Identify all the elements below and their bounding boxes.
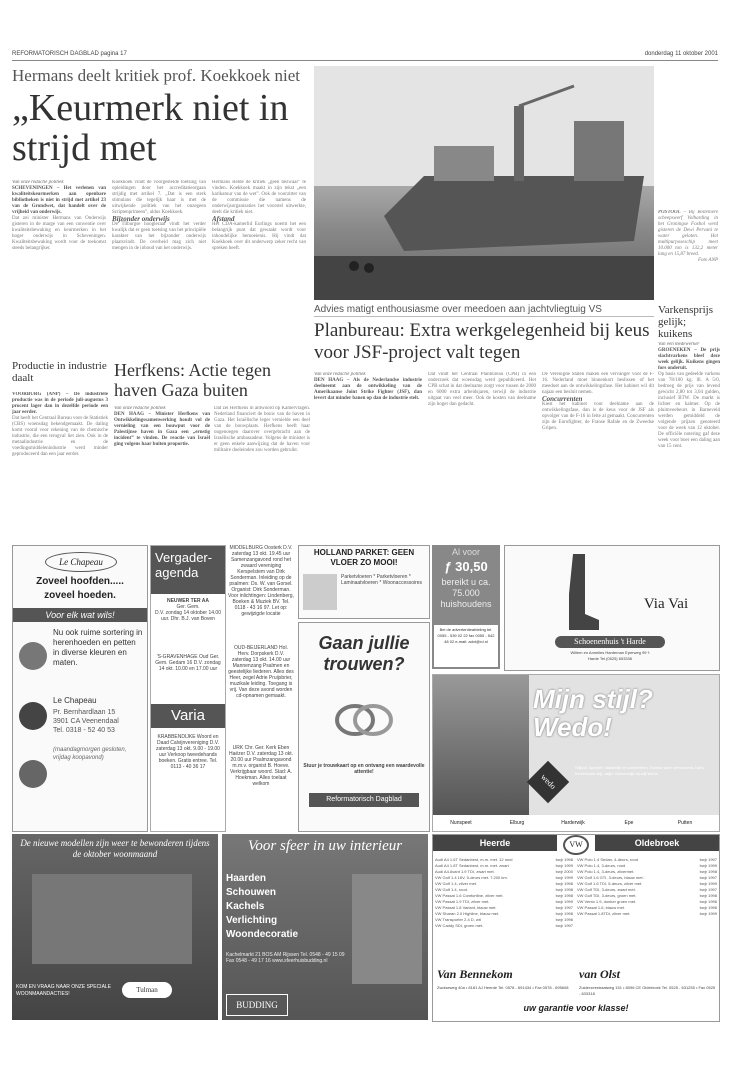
car-year: bwjr 1997 (699, 887, 717, 892)
jsf-subhead: Concurrenten (542, 395, 583, 403)
chapeau-line2: zoveel hoeden. (44, 590, 116, 601)
jsf-kicker: Advies matigt enthousiasme over meedoen aan jachtvliegtuig VS (314, 304, 654, 317)
photo-caption-text: – Bij Boiteniere scheepswerf Volharding in het Groningse Foxhol werd gisteren de Dewi Pervani te water gelaten. Het multipurposeschip meet 10.000 ton is 132,2 meter lang en 15,87 breed. (658, 210, 718, 257)
varkens-col (658, 342, 720, 540)
price-value: ƒ 30,50 (444, 559, 488, 574)
car-row (577, 911, 717, 917)
wedo-logo: wedo (527, 761, 569, 803)
budding-item-woondecoratie: Woondecoratie (226, 929, 299, 940)
agenda-urk: URK Chr. Ger. Kerk Eben Haëzer D.V. zaterdag 13 okt. 20.00 uur Psalmzangavond m.m.v. organist B. Hoeve. Verkrijgbaar woord. Stad: A. Hoekman. Alles toelaat welkom (228, 745, 294, 787)
budding-logo: BUDDING (226, 994, 288, 1016)
vergader-gravenhage: 'S-GRAVENHAGE Oud Ger. Gem. Gedam 16 D.V. zondag 14 okt. 10.00 en 17.00 uur (155, 654, 221, 672)
car-year: bwjr 1997 (699, 857, 717, 862)
wedo-tagline: Stijlvol. Sportief. Makkelijk te combineren. Steeds weer verrassend. Dat's herkenbaar stijl, altijd. Gewoonlijk bij stijl Wedo. (575, 765, 705, 776)
rings-icon (329, 695, 399, 745)
budding-address: Kachelmarkt 21 BOS AM Rijssen Tel. 0548 - 49 15 09 Fax 0548 - 49 17 16 www.sfeerhuisbudding.nl (226, 952, 345, 964)
vergader-item1 (153, 598, 223, 650)
lead-body2: Koekkoek vindt de voorgestelde toetsing van opleidingen door het accreditatieorgaan strijdig met artikel 7. „Dat is een sterk stimulans die tegelijk haar is met de uitwijkende politiek van het onzegeen Scriptenprimeen”, aldus Koekkoek. (112, 180, 206, 215)
vergader-item1-sub: Ger. Gem. (176, 604, 200, 610)
vw-logo-icon: VW (563, 835, 589, 855)
varia-title: Varia (151, 704, 225, 728)
lead-body3: De Tilburgse hoogleraar vindt het verder kwalijk dat er geen toetsing van het principiële karakter van het bijzonder onderwijs plaatsvindt. De overheid mag zich niet mengen in de inhoud van het onderwijs. (112, 222, 206, 251)
car-year: bwjr 1997 (699, 875, 717, 880)
varkens-body: Op basis van gedeelde varkens van 78/100 kg. lll. A 5/0, bedroeg de prijs van levend gewicht 2,80 tot 3,04 gulden, inclusief BTW. De markt is lichter en kalmer. Op de pluimveebeurs in Barneveld werden gemiddeld de volgende prijzen genoteerd voor de week van 12 oktober. De officiële notering gaf deze week voor boer een daling aan van 15 cent. (658, 372, 720, 449)
wedo-photo (433, 675, 529, 815)
car-model: VW Passat 1.6, blauw met. (577, 905, 626, 910)
herfkens-byline: Van onze redactie politiek (114, 406, 166, 411)
budding-title: Voor sfeer in uw interieur (247, 838, 403, 854)
car-year: bwjr 1998 (555, 911, 573, 916)
viavai-brand: Via Vai (643, 596, 689, 612)
trouwen-line1: Stuur je trouwkaart op en ontvang een waardevolle attentie! (303, 763, 425, 775)
car-year: bwjr 1998 (555, 887, 573, 892)
woman-hat-icon (19, 702, 47, 730)
vergader-krabbendijke: KRABBENDIJKE Woord en Daad Calvijnvereniging D.V. zaterdag 13 okt. 9.00 - 19.00 uur Verkoop tweedehands boeken. Gratis entree. Tel. 0113 - 40 36 17 (156, 734, 220, 770)
wedo-loc-nunspeet: Nunspeet (450, 820, 472, 826)
chapeau-hours: (maandagmorgen gesloten, vrijdag koopavond) (53, 747, 127, 761)
jsf-body3: Kiest het kabinet voor deelname aan de ontwikkelingsfase, dan is de keus voor de JSF als opvolger van de F-16 in feite al gemaakt. Concurrenten zijn de Eurofighter, de Franse Rafale en de Zweedse Gripen. (542, 402, 654, 431)
vergader-agenda (150, 545, 226, 832)
lead-intro: SCHEVENINGEN – Het verlenen van kwaliteitskeurmerken aan openbare bibliotheken is niet in strijd met artikel 23 van de Grondwet, dat handelt over de vrijheid van onderwijs. (12, 186, 106, 215)
lead-body5: Het CDA-kamerlid Eurlings noemt het een belangrijk punt dat gewaakt wordt voor inhoudelijke bemoeienis. Hij vindt dat Koekkoek over dit onderwerp zeker recht van spreken heeft. (212, 222, 306, 251)
cars-right-table (577, 857, 717, 961)
lead-title-line1: „Keurmerk niet in (12, 88, 289, 128)
jsf-col2: Dat vindt het Centraal Planbureau (CPB) in een onderzoek dat woensdag werd gepubliceerd. Het CPB schat in dat deelname zorgt voor tussen de 2000 en 6000 extra arbeidsjaren, terwijl de industrie uitgaat van veel meer. Ook de kosten van deelname zijn hoger dan gedacht. (428, 372, 536, 407)
wedo-loc-elburg: Elburg (509, 820, 525, 826)
car-year: bwjr 1998 (555, 893, 573, 898)
wedo-loc-harderwijk: Harderwijk (561, 820, 585, 826)
boot-icon (565, 554, 599, 634)
chapeau-banner: Voor elk wat wils! (13, 608, 147, 622)
dealer-left: Van Bennekom (437, 967, 513, 981)
ad-trouwen[interactable] (298, 622, 430, 832)
dealer-left-addr: Zwolseweg 40a • 8181 AJ Heerde Tel. 0578 - 691434 • Fax 0578 - 695608 (437, 985, 569, 990)
hat-icon (19, 642, 47, 670)
car-model: Audi A4 1.6T Sedanbest, m.m. met. 12 mnd (435, 857, 513, 862)
wedo-loc-putten: Putten (677, 820, 693, 826)
lead-title-line2: strijd met (12, 128, 157, 168)
car-model: VW Polo 1.4, 3-deurs, zilvermet. (577, 869, 635, 874)
car-year: bwjr 1998 (555, 857, 573, 862)
photo-credit: Foto ANP (697, 258, 718, 263)
price-label: Al voor (451, 547, 480, 557)
car-model: VW Golf 1.4 16V, 5-deurs met. 7.200 km. (435, 875, 508, 880)
ad-holland-parket[interactable] (298, 545, 430, 619)
agenda-column (228, 545, 294, 830)
lead-col2 (112, 180, 206, 350)
lead-body4: Hermans stelde de kritiek „geen bezwaar” te vinden. Koekkoek maakt in zijn tekst „een karikatuur van de wet”. Ook de voorzitter van de commissie die namens de onderwijsorganisaties het voorstel uitwerkte, deelt die kritiek niet. (212, 180, 306, 215)
car-model: VW Golf 1.4, rood. (435, 887, 468, 892)
herfkens-title: Herfkens: Actie tegen haven Gaza buiten (114, 360, 271, 400)
budding-items (226, 872, 346, 944)
car-year: bwjr 1999 (555, 863, 573, 868)
car-year: bwjr 1999 (699, 911, 717, 916)
car-model: VW Passat 1.8TDI, zilver met. (577, 911, 631, 916)
price-text: bereikt u ca. 75.000 huishoudens (440, 577, 492, 609)
viavai-address: Willem en Annelies Hardeman Eperweg 99 't Harde Tel.(0525) 653336 (570, 650, 650, 661)
parket-logo (303, 574, 337, 610)
car-year: bwjr 1997 (555, 905, 573, 910)
ad-le-chapeau[interactable] (12, 545, 148, 832)
car-model: VW Passat 1.9 TDI, zilver met. (435, 899, 490, 904)
car-year: bwjr 1997 (555, 923, 573, 928)
chapeau-logo: Le Chapeau (45, 552, 117, 572)
herfkens-lead: DEN HAAG – Minister Herfkens van Ontwikkelingssamenwerking houdt vol de vernieling van een bouwput voor de Palestijnse haven in Gaza een „ernstig incident” te vinden. De reactie van Israël ging volgens haar buiten proportie. (114, 412, 210, 447)
car-model: VW Caddy SDI, groen met. (435, 923, 484, 928)
header-date: donderdag 11 oktober 2001 (644, 51, 718, 57)
photo-caption (658, 210, 718, 300)
car-year: bwjr 1999 (699, 863, 717, 868)
wedo-title: Mijn stijl? Wedo! (533, 685, 653, 742)
car-model: VW Passat 1.8 Variant, blauw met. (435, 905, 497, 910)
budding-item-verlichting: Verlichting (226, 915, 278, 926)
trouwen-title: Gaan jullie trouwen? (318, 633, 410, 674)
page-header (12, 50, 718, 61)
vergader-item1-title: NEUWER TER AA (166, 598, 210, 604)
cars-left-title: Heerde (433, 835, 557, 851)
vergader-title: Vergader-agenda (151, 546, 225, 594)
car-year: bwjr 1998 (699, 893, 717, 898)
car-model: VW Transporter 2.4 D, wit (435, 917, 481, 922)
car-year: bwjr 2000 (555, 869, 573, 874)
car-year: bwjr 1996 (555, 917, 573, 922)
wedo-loc-epe: Epe (624, 820, 634, 826)
chapeau-name: Le Chapeau (53, 696, 97, 705)
chapeau-line1: Zoveel hoofden..... (36, 576, 124, 587)
car-model: VW Polo 1.4 Sedan, 4-deurs, rood (577, 857, 638, 862)
agenda-middelburg: MIDDELBURG Oosterk D.V. zaterdag 13 okt. 19.45 uur Samenzangavond rond het zwaard vereniging Kerspelstem van Dirk Sonderman. Inleiding op de psalmen: Ds. W. van Gorsel. Organist: Dirk Sonderman. Voor inlichtingen: Lindenberg, Boeken & Muziek BV. Tel. 0118 - 43 16 97. Let op: gewijzigde locatie (228, 545, 294, 617)
lead-kicker: Hermans deelt kritiek prof. Koekkoek niet (12, 66, 300, 85)
car-year: bwjr 1998 (699, 869, 717, 874)
jsf-col1 (314, 372, 422, 540)
budding-item-haarden: Haarden (226, 873, 267, 884)
cars-right-title: Oldebroek (595, 835, 719, 851)
ad-budding[interactable] (222, 834, 428, 1020)
car-year: bwjr 1996 (699, 899, 717, 904)
tulman-heading: De nieuwe modellen zijn weer te bewonderen tijdens de oktober woonmaand (20, 838, 210, 859)
jsf-title: Planbureau: Extra werkgelegenheid bij keus voor JSF-project valt tegen (314, 320, 650, 363)
cap-icon (19, 760, 47, 788)
ad-cars[interactable] (432, 834, 720, 1022)
fireplace-image (352, 874, 422, 984)
car-year: bwjr 1999 (555, 875, 573, 880)
car-year: bwjr 1999 (699, 881, 717, 886)
productie-body: Dat heeft het Centraal Bureau voor de Statistiek (CBS) woensdag bekendgemaakt. De daling komt vooral voor rekening van de chemische industrie, die een terugval liet zien. Ook in de metaalindustrie en de voedingsmiddelenindustrie werd minder geproduceerd dan een jaar eerder. (12, 416, 108, 457)
trouwen-line2: Reformatorisch Dagblad (309, 793, 419, 807)
ad-via-vai[interactable] (504, 545, 720, 671)
cars-tagline: uw garantie voor klasse! (523, 1003, 629, 1013)
price-contact: Bel de advertentieafdeling tel. 0055 - 539 02 22 fax 0055 - 542 48 02 e-mail: advt@rd.nl (434, 625, 498, 667)
productie-title: Productie in industrie daalt (12, 360, 107, 384)
parket-title: HOLLAND PARKET: GEEN VLOER ZO MOOI! (313, 548, 415, 567)
budding-item-kachels: Kachels (226, 901, 265, 912)
parket-text: Parketvloeren * Parketvloeren * Laminaatvloeren * Woonaccessoires (341, 574, 423, 586)
productie-col (12, 392, 108, 540)
car-model: VW Golf TDI, 3-deurs, groen met. (577, 893, 637, 898)
car-year: bwjr 1998 (555, 881, 573, 886)
car-year: bwjr 1996 (699, 905, 717, 910)
lead-subhead: Bijzonder onderwijs (112, 215, 170, 223)
car-model: Audi A4 1.8T Sedanbest, m.m. met. zwart (435, 863, 509, 868)
car-row (435, 923, 573, 929)
ad-wedo[interactable] (432, 674, 720, 832)
jsf-col3 (542, 372, 654, 540)
car-year: bwjr 1999 (555, 899, 573, 904)
lead-byline: Van onze redactie politiek (12, 180, 64, 185)
budding-item-schouwen: Schouwen (226, 887, 277, 898)
jsf-byline: Van onze redactie politiek (314, 372, 366, 377)
cars-left-table (435, 857, 573, 961)
lead-col3 (212, 180, 306, 350)
car-model: VW Polo 1.4, 3-deurs, rood (577, 863, 626, 868)
ship-illustration (314, 66, 654, 300)
header-left: REFORMATORISCH DAGBLAD pagina 17 (12, 51, 127, 57)
ship-photo (314, 66, 654, 300)
tulman-footer: KOM EN VRAAG NAAR ONZE SPECIALE WOONMAANDACTIES! (16, 984, 112, 997)
varkens-lead: GROENEKEN – De prijs slachtvarkens bleef deze week gelijk. Kuikens gingen fors onderuit. (658, 348, 720, 371)
car-model: VW Golf TDI, 3-deurs, zwart met. (577, 887, 636, 892)
jsf-body2: De Verenigde Staten maken een vervanger voor de F-16. Nederland moet binnenkort beslissen of het meedoet aan de ontwikkelingsfase. Het kabinet wil dit najaar een besluit nemen. (542, 372, 654, 395)
lead-col1 (12, 180, 106, 350)
herfkens-col2: Dat zei Herfkens in antwoord op Kamervragen. Nederland financiert de bouw van de haven in Gaza. Het Israëlische leger vernielde een deel van de bouwplaats. Herfkens heeft haar ongenoegen daarover overgebracht aan de Israëlische ambassadeur. Volgens de minister is er geen enkele aanwijzing dat de haven voor militaire doeleinden zou worden gebruikt. (214, 406, 310, 453)
chapeau-pitch: Nu ook ruime sortering in herenhoeden en petten in diverse kleuren en maten. (53, 628, 143, 667)
varkens-title: Varkensprijs gelijk; kuikens (658, 304, 713, 340)
herfkens-col1 (114, 406, 210, 540)
car-model: VW Sharan 2.0 Highline, blauw met. (435, 911, 500, 916)
car-model: VW Golf 1.6 TDI, 5-deurs, zilver met. (577, 881, 643, 886)
photo-caption-title: POSTOOL (658, 210, 681, 215)
vergader-item1-text: D.V. zondag 14 oktober 14.00 uur. Dhr. B.J. van Boven (155, 610, 221, 622)
tulman-logo: Tulman (122, 982, 172, 998)
lead-subhead2: Afstand (212, 215, 235, 223)
productie-lead: VOORBURG (ANP) – De industriële productie was in de periode juli-augustus 3 procent lager dan in dezelfde periode een jaar eerder. (12, 392, 108, 415)
lead-body1: Dat zei minister Hermans van Onderwijs gisteren in de marge van een conventie over kwaliteitsbewaking en keurmerken in het hoger onderwijs in Scheveningen. Kwaliteitsbewaking wordt voor de toekomst steeds belangrijker. (12, 216, 106, 251)
viavai-shop: Schoenenhuis 't Harde (555, 636, 665, 648)
dealer-right: van Olst (579, 967, 621, 981)
cabinet-image (32, 874, 192, 964)
car-model: Audi A4 Avant 1.9 TDI, zwart met. (435, 869, 495, 874)
jsf-lead: DEN HAAG – Als de Nederlandse industrie deelneemt aan de ontwikkeling van de Amerikaanse Joint Strike Fighter (JSF), dan levert dat minder banen op dan de industrie stelt. (314, 378, 422, 401)
dealer-right-addr: Zuiderzeestraatweg 151 • 8096 CE Oldebroek Tel. 0525 - 631255 • Fax 0525 - 633318 (579, 985, 716, 996)
wedo-locations (433, 815, 719, 831)
agenda-oud-beijerland: OUD-BEIJERLAND Hol. Herv. Dorpskerk D.V. zaterdag 13 okt. 14.00 uur Mannenzang Psalmen en geestelijke liederen. Alles des Heer, zegel Adrie Pruijsbrier, muzikale leiding. Toegang is vrij. Van deze avond worden cd-opnamen gemaakt. (228, 645, 294, 699)
car-model: VW Golf 1.4, zilver met. (435, 881, 478, 886)
car-model: VW Golf 1.6 GTI, 3-deurs, blauw met. (577, 875, 644, 880)
car-model: VW Passat 1.6 Comfortline, zilver met. (435, 893, 504, 898)
ad-tulman[interactable] (12, 834, 218, 1020)
ad-price[interactable] (432, 545, 500, 669)
car-model: VW Vento 1.9, donker groen met. (577, 899, 637, 904)
varkens-byline: Van een medewerker (658, 342, 700, 347)
chapeau-address: Pr. Bernhardlaan 15 3901 CA Veenendaal Tel. 0318 - 52 40 53 (53, 709, 119, 734)
